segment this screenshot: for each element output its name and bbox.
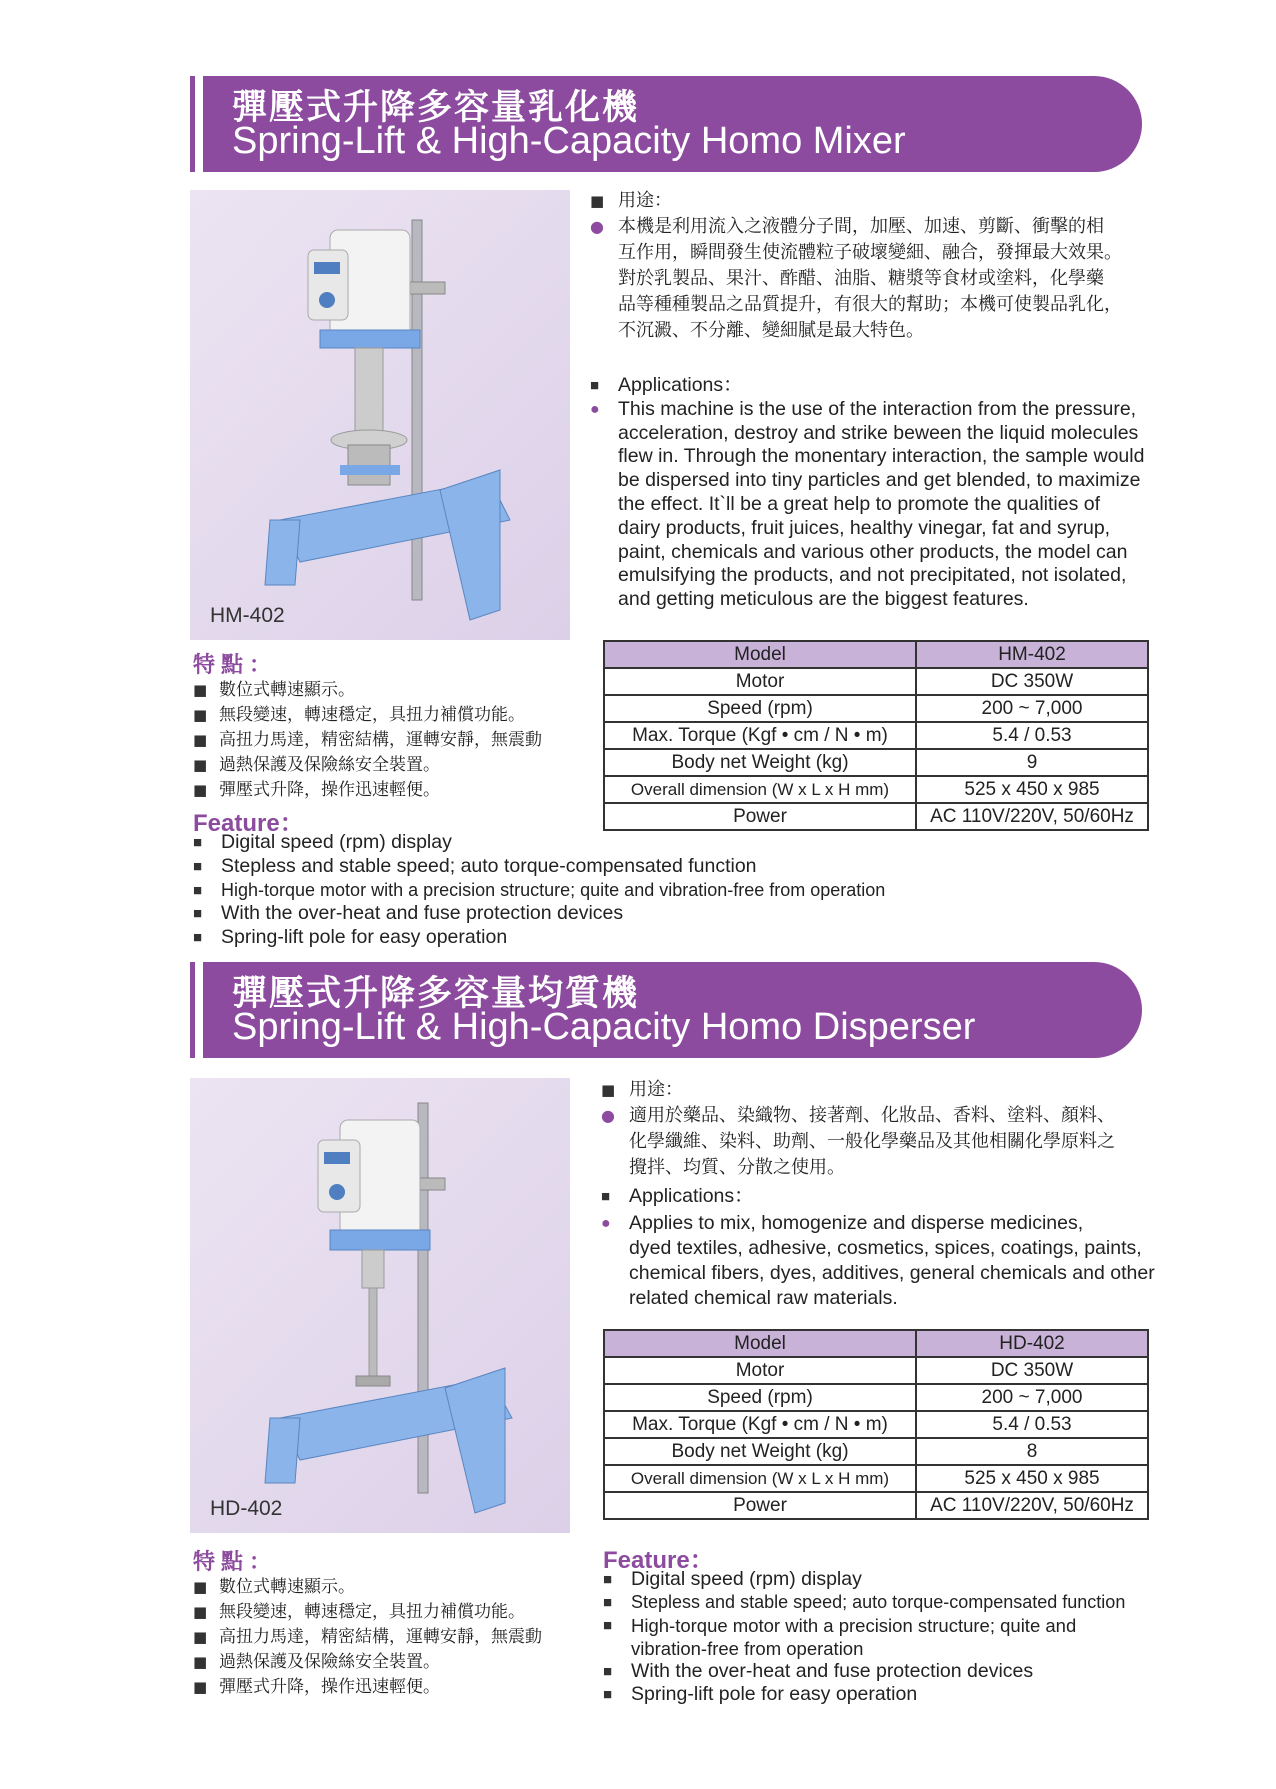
usage-zh-line: 不沉澱、不分離、變細膩是最大特色。 xyxy=(618,320,924,341)
section1-product-photo xyxy=(190,190,570,640)
spec-label: Overall dimension (W x L x H mm) xyxy=(604,776,916,803)
section2-usage-zh xyxy=(601,1077,1161,1181)
spec-value: AC 110V/220V, 50/60Hz xyxy=(916,803,1148,830)
homo-disperser-image xyxy=(190,1078,570,1533)
spec-value: AC 110V/220V, 50/60Hz xyxy=(916,1492,1148,1519)
feature-en-item: ■ Digital speed (rpm) display xyxy=(603,1568,1163,1591)
section1-title-banner xyxy=(190,76,1142,172)
spec-row xyxy=(604,1357,1148,1384)
section2-title-en: Spring-Lift & High-Capacity Homo Disperser xyxy=(232,1006,976,1048)
applications-line: be dispersed into tiny particles and get blended, to maximize xyxy=(618,469,1141,492)
spec-row xyxy=(604,1411,1148,1438)
feature-en-item: ■ With the over-heat and fuse protection devices xyxy=(193,902,953,926)
spec-value: 200 ~ 7,000 xyxy=(916,695,1148,722)
spec-value: DC 350W xyxy=(916,668,1148,695)
applications-line: ● Applies to mix, homogenize and disperse medicines, xyxy=(629,1212,1084,1234)
section1-feature-en-list xyxy=(193,831,953,950)
section1-spec-table xyxy=(603,640,1149,831)
section2-banner-edge xyxy=(190,962,206,1058)
applications-line: flew in. Through the monentary interaction, the sample would xyxy=(618,445,1145,468)
spec-value: DC 350W xyxy=(916,1357,1148,1384)
spec-row xyxy=(604,722,1148,749)
spec-row xyxy=(604,668,1148,695)
feature-en-item: ■ High-torque motor with a precision structure; quite and xyxy=(603,1614,1163,1637)
section1-feature-zh-head: 特點： xyxy=(193,653,278,678)
applications-line: ● This machine is the use of the interaction from the pressure, xyxy=(618,397,1137,420)
section2-spec-table xyxy=(603,1329,1149,1520)
usage-zh-line: 品等種種製品之品質提升，有很大的幫助；本機可使製品乳化， xyxy=(618,294,1122,315)
feature-en-item: ■ High-torque motor with a precision structure; quite and vibration-free from operation xyxy=(193,879,953,903)
spec-row xyxy=(604,1438,1148,1465)
applications-line: and getting meticulous are the biggest features. xyxy=(618,588,1029,611)
spec-row xyxy=(604,695,1148,722)
section2-title-zh: 彈壓式升降多容量均質機 xyxy=(232,974,640,1014)
feature-en-item: ■ Spring-lift pole for easy operation xyxy=(193,926,953,950)
spec-row xyxy=(604,1384,1148,1411)
applications-line: chemical fibers, dyes, additives, general chemicals and other xyxy=(629,1262,1155,1284)
homo-mixer-image xyxy=(190,190,570,640)
spec-value: 525 x 450 x 985 xyxy=(916,776,1148,803)
spec-label: Motor xyxy=(604,668,916,695)
applications-line: emulsifying the products, and not precipitated, not isolated, xyxy=(618,564,1127,587)
section2-feature-en-list xyxy=(603,1568,1163,1706)
spec-value: 5.4 / 0.53 xyxy=(916,722,1148,749)
section2-title-banner xyxy=(190,962,1142,1058)
section2-model-label: HD-402 xyxy=(210,1497,283,1520)
feature-zh-item: ■ 高扭力馬達，精密結構，運轉安靜，無震動 xyxy=(193,1625,593,1650)
usage-zh-line: 對於乳製品、果汁、酢醋、油脂、糖漿等食材或塗料，化學藥 xyxy=(618,268,1104,289)
section2-feature-zh-list xyxy=(193,1575,593,1700)
spec-row xyxy=(604,1330,1148,1357)
section2-applications-head: Applications： xyxy=(629,1185,754,1207)
spec-label: Overall dimension (W x L x H mm) xyxy=(604,1465,916,1492)
applications-line: paint, chemicals and various other products, the model can xyxy=(618,540,1128,563)
applications-line: acceleration, destroy and strike beween the liquid molecules xyxy=(618,421,1139,444)
section1-applications-head: Applications： xyxy=(618,374,743,396)
feature-zh-item: ■ 高扭力馬達，精密結構，運轉安靜，無震動 xyxy=(193,728,593,753)
feature-zh-item: ■ 無段變速，轉速穩定，具扭力補償功能。 xyxy=(193,703,593,728)
spec-label: Max. Torque (Kgf • cm / N • m) xyxy=(604,722,916,749)
usage-zh-line: 化學纖維、染料、助劑、一般化學藥品及其他相關化學原料之 xyxy=(629,1131,1115,1152)
feature-en-item-continued: vibration-free from operation xyxy=(631,1638,864,1659)
section2-product-photo xyxy=(190,1078,570,1533)
spec-value: HD-402 xyxy=(916,1330,1148,1357)
section1-banner-edge xyxy=(190,76,206,172)
section1-feature-zh-list xyxy=(193,678,593,803)
spec-label: Speed (rpm) xyxy=(604,1384,916,1411)
spec-label: Max. Torque (Kgf • cm / N • m) xyxy=(604,1411,916,1438)
section2-feature-zh-head: 特點： xyxy=(193,1550,278,1575)
spec-value: 200 ~ 7,000 xyxy=(916,1384,1148,1411)
section1-usage-zh xyxy=(590,188,1150,344)
applications-line: dyed textiles, adhesive, cosmetics, spices, coatings, paints, xyxy=(629,1237,1142,1259)
usage-zh-line: ● 適用於藥品、染織物、接著劑、化妝品、香料、塗料、顏料、 xyxy=(629,1105,1115,1126)
spec-label: Body net Weight (kg) xyxy=(604,749,916,776)
applications-line: dairy products, fruit juices, healthy vinegar, fat and syrup, xyxy=(618,516,1111,539)
feature-en-item: ■ Digital speed (rpm) display xyxy=(193,831,953,855)
section2-usage-zh-head: 用途： xyxy=(629,1079,683,1100)
spec-label: Model xyxy=(604,1330,916,1357)
section1-applications xyxy=(590,374,1150,612)
feature-zh-item: ■ 無段變速，轉速穩定，具扭力補償功能。 xyxy=(193,1600,593,1625)
spec-label: Power xyxy=(604,803,916,830)
usage-zh-line: 攪拌、均質、分散之使用。 xyxy=(629,1157,845,1178)
feature-zh-item: ■ 彈壓式升降，操作迅速輕便。 xyxy=(193,1675,593,1700)
section1-feature-en-head: Feature： xyxy=(193,810,304,837)
spec-value: 5.4 / 0.53 xyxy=(916,1411,1148,1438)
feature-zh-item: ■ 數位式轉速顯示。 xyxy=(193,678,593,703)
section1-model-label: HM-402 xyxy=(210,604,285,627)
spec-value: 525 x 450 x 985 xyxy=(916,1465,1148,1492)
spec-value: 8 xyxy=(916,1438,1148,1465)
spec-row xyxy=(604,641,1148,668)
spec-label: Model xyxy=(604,641,916,668)
feature-en-item: ■ Spring-lift pole for easy operation xyxy=(603,1683,1163,1706)
spec-row xyxy=(604,776,1148,803)
section1-title-en: Spring-Lift & High-Capacity Homo Mixer xyxy=(232,120,906,162)
section2-feature-en-head: Feature： xyxy=(603,1547,714,1574)
feature-en-item: ■ Stepless and stable speed; auto torque-compensated function xyxy=(603,1591,1163,1614)
feature-zh-item: ■ 過熱保護及保險絲安全裝置。 xyxy=(193,1650,593,1675)
feature-en-item: ■ With the over-heat and fuse protection devices xyxy=(603,1660,1163,1683)
spec-row xyxy=(604,803,1148,830)
feature-zh-item: ■ 彈壓式升降，操作迅速輕便。 xyxy=(193,778,593,803)
spec-label: Power xyxy=(604,1492,916,1519)
feature-zh-item: ■ 過熱保護及保險絲安全裝置。 xyxy=(193,753,593,778)
spec-label: Speed (rpm) xyxy=(604,695,916,722)
usage-zh-line: 互作用，瞬間發生使流體粒子破壞變細、融合，發揮最大效果。 xyxy=(618,242,1122,263)
applications-line: related chemical raw materials. xyxy=(629,1287,898,1309)
spec-label: Body net Weight (kg) xyxy=(604,1438,916,1465)
feature-zh-item: ■ 數位式轉速顯示。 xyxy=(193,1575,593,1600)
applications-line: the effect. It`ll be a great help to promote the qualities of xyxy=(618,492,1101,515)
section1-title-zh: 彈壓式升降多容量乳化機 xyxy=(232,88,640,128)
section1-usage-zh-head: 用途： xyxy=(618,190,672,211)
feature-en-item: ■ Stepless and stable speed; auto torque-compensated function xyxy=(193,855,953,879)
spec-row xyxy=(604,1492,1148,1519)
spec-row xyxy=(604,749,1148,776)
spec-value: HM-402 xyxy=(916,641,1148,668)
spec-row xyxy=(604,1465,1148,1492)
section2-applications xyxy=(601,1184,1161,1311)
spec-value: 9 xyxy=(916,749,1148,776)
spec-label: Motor xyxy=(604,1357,916,1384)
usage-zh-line: ● 本機是利用流入之液體分子間，加壓、加速、剪斷、衝擊的相 xyxy=(618,216,1104,237)
